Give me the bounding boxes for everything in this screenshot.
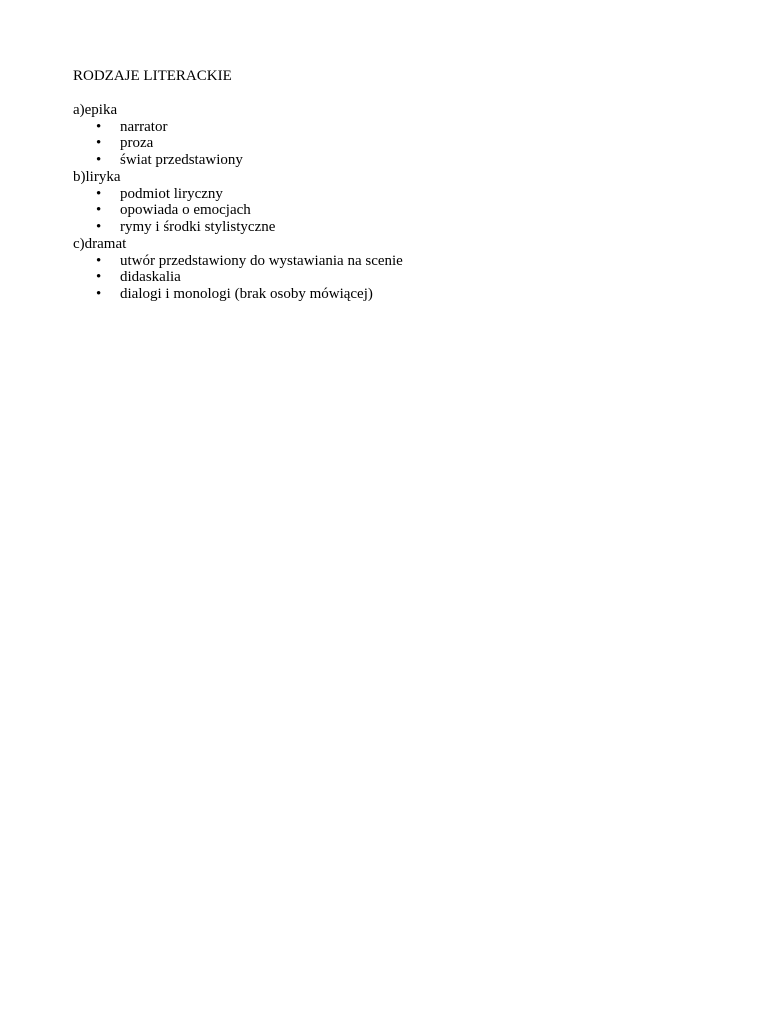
- list-item: [73, 152, 693, 169]
- bullet-icon: •: [96, 118, 102, 135]
- bullet-icon: •: [96, 286, 102, 302]
- list-item-text: świat przedstawiony: [120, 152, 243, 168]
- list-item: [73, 202, 693, 219]
- document-title: RODZAJE LITERACKIE: [73, 68, 232, 84]
- list-item-text: narrator: [120, 118, 168, 135]
- section-heading: a)epika: [73, 101, 118, 118]
- list-item-text: dialogi i monologi (brak osoby mówiącej): [120, 286, 373, 302]
- bullet-icon: •: [96, 219, 102, 235]
- section-dramat: [73, 236, 693, 303]
- list-item: [73, 253, 693, 270]
- list-item-text: rymy i środki stylistyczne: [120, 219, 276, 235]
- document-body: [73, 68, 693, 303]
- list-item: [73, 286, 693, 303]
- section-liryka: [73, 169, 693, 236]
- bullet-icon: •: [96, 252, 102, 269]
- bullet-list: [73, 186, 693, 236]
- list-item: [73, 119, 693, 136]
- section-epika: [73, 102, 693, 169]
- bullet-icon: •: [96, 202, 102, 219]
- list-item: [73, 135, 693, 152]
- section-heading: c)dramat: [73, 235, 127, 252]
- list-item-text: opowiada o emocjach: [120, 202, 251, 219]
- list-item: [73, 186, 693, 203]
- list-item-text: podmiot liryczny: [120, 185, 223, 202]
- list-item-text: proza: [120, 135, 154, 152]
- list-item: [73, 219, 693, 236]
- list-item-text: didaskalia: [120, 269, 181, 286]
- bullet-list: [73, 253, 693, 303]
- bullet-icon: •: [96, 152, 102, 168]
- list-item: [73, 269, 693, 286]
- bullet-list: [73, 119, 693, 169]
- bullet-icon: •: [96, 269, 102, 286]
- list-item-text: utwór przedstawiony do wystawiania na scenie: [120, 252, 403, 269]
- bullet-icon: •: [96, 185, 102, 202]
- bullet-icon: •: [96, 135, 102, 152]
- section-heading: b)liryka: [73, 168, 121, 185]
